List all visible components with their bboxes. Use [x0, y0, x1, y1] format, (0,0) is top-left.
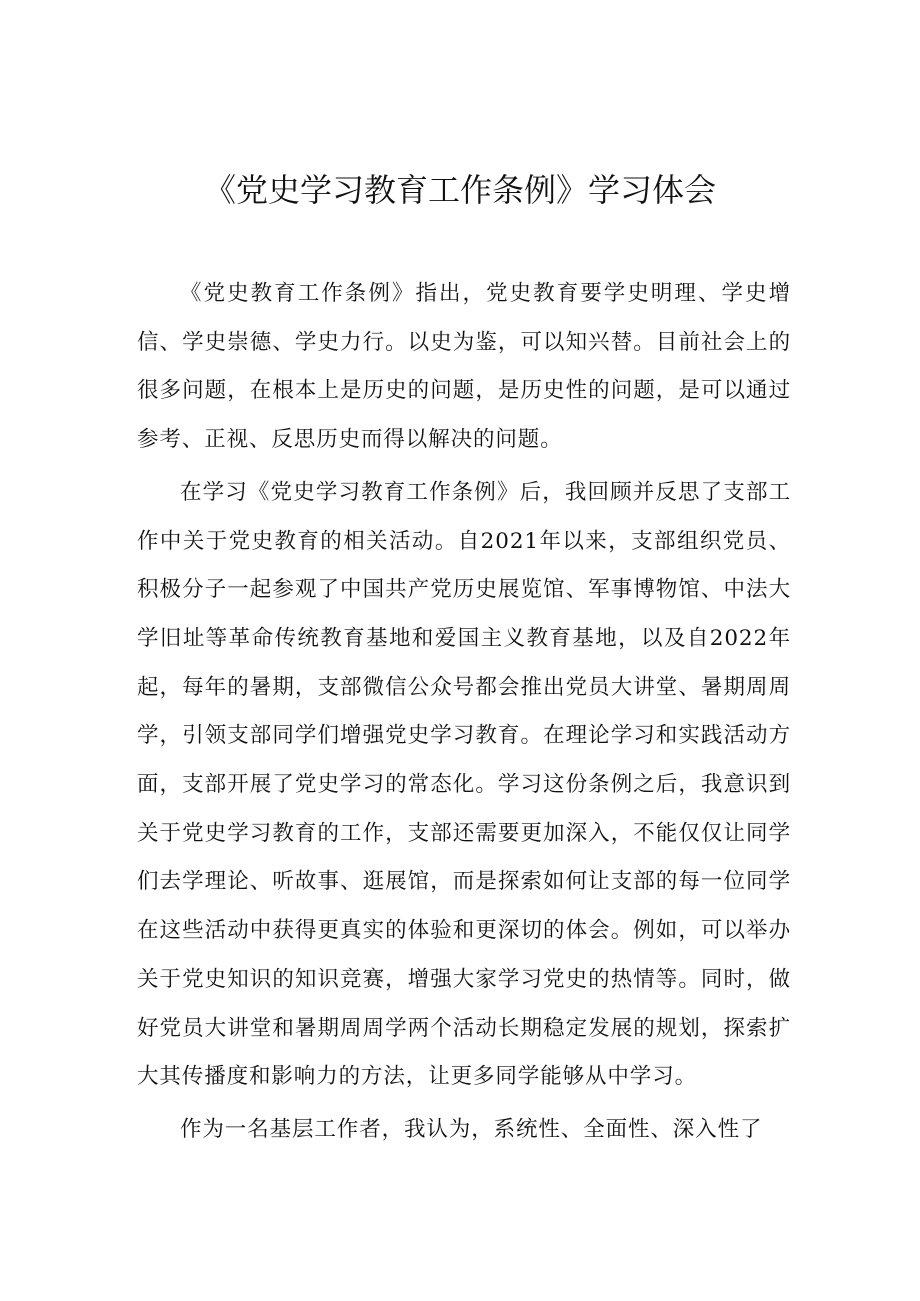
paragraph-1: 《党史教育工作条例》指出，党史教育要学史明理、学史增信、学史崇德、学史力行。以史为鉴，可以知兴替。目前社会上的很多问题，在根本上是历史的问题，是历史性的问题，是可以通过参考、正视、反思历史而得以解决的问题。 — [137, 281, 791, 453]
document-body — [137, 270, 791, 1159]
paragraph-2: 在学习《党史学习教育工作条例》后，我回顾并反思了支部工作中关于党史教育的相关活动。自2021年以来，支部组织党员、积极分子一起参观了中国共产党历史展览馆、军事博物馆、中法大学旧址等革命传统教育基地和爱国主义教育基地，以及自2022年起，每年的暑期，支部微信公众号都会推出党员大讲堂、暑期周周学，引领支部同学们增强党史学习教育。在理论学习和实践活动方面，支部开展了党史学习的常态化。学习这份条例之后，我意识到关于党史学习教育的工作，支部还需要更加深入，不能仅仅让同学们去学理论、听故事、逛展馆，而是探索如何让支部的每一位同学在这些活动中获得更真实的体验和更深切的体会。例如，可以举办关于党史知识的知识竞赛，增强大家学习党史的热情等。同时，做好党员大讲堂和暑期周周学两个活动长期稳定发展的规划，探索扩大其传播度和影响力的方法，让更多同学能够从中学习。 — [137, 479, 791, 1090]
document-title: 《党史学习教育工作条例》学习体会 — [203, 171, 716, 209]
paragraph-3: 作为一名基层工作者，我认为，系统性、全面性、深入性了 — [180, 1116, 763, 1142]
